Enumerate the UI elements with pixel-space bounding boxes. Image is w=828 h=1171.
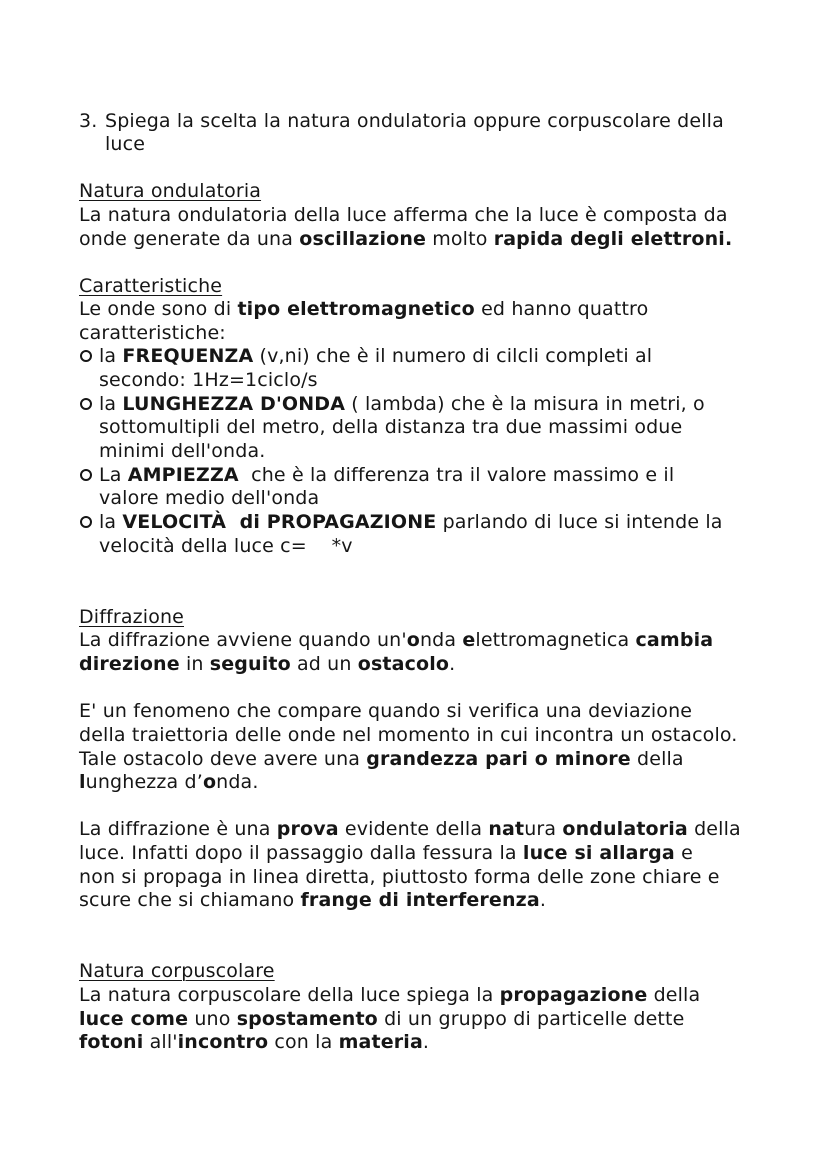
paragraph-line: non si propaga in linea diretta, piuttosto forma delle zone chiare e [79, 866, 720, 888]
paragraph-line: lunghezza d’onda. [79, 771, 259, 793]
list-item-continuation: minimi dell'onda. [99, 440, 266, 462]
paragraph-line: La natura ondulatoria della luce afferma che la luce è composta da [79, 204, 728, 226]
paragraph-line: scure che si chiamano frange di interferenza. [79, 889, 547, 911]
bullet-circle-icon [80, 469, 92, 481]
section-heading-natura-ondulatoria: Natura ondulatoria [79, 180, 262, 202]
list-item: la VELOCITÀ di PROPAGAZIONE parlando di luce si intende la [99, 511, 723, 533]
section-heading-caratteristiche: Caratteristiche [79, 275, 223, 297]
question-number: 3. [79, 110, 98, 132]
paragraph-line: luce come uno spostamento di un gruppo di particelle dette [79, 1008, 685, 1030]
list-item: la LUNGHEZZA D'ONDA ( lambda) che è la misura in metri, o [99, 393, 705, 415]
bullet-circle-icon [80, 516, 92, 528]
section-heading-diffrazione: Diffrazione [79, 606, 184, 628]
list-item: la FREQUENZA (v,ni) che è il numero di cilcli completi al [99, 345, 653, 367]
paragraph-line: E' un fenomeno che compare quando si verifica una deviazione [79, 700, 693, 722]
paragraph-line: fotoni all'incontro con la materia. [79, 1031, 430, 1053]
paragraph-line: luce. Infatti dopo il passaggio dalla fessura la luce si allarga e [79, 842, 693, 864]
question-text-line2: luce [105, 133, 146, 155]
question-text-line1: Spiega la scelta la natura ondulatoria oppure corpuscolare della [105, 110, 724, 132]
paragraph-line: direzione in seguito ad un ostacolo. [79, 653, 456, 675]
list-item: La AMPIEZZA che è la differenza tra il valore massimo e il [99, 464, 675, 486]
list-item-continuation: valore medio dell'onda [99, 487, 320, 509]
paragraph-line: caratteristiche: [79, 322, 226, 344]
list-item-continuation: sottomultipli del metro, della distanza tra due massimi odue [99, 416, 683, 438]
paragraph-line: della traiettoria delle onde nel momento in cui incontra un ostacolo. [79, 724, 738, 746]
paragraph-line: Tale ostacolo deve avere una grandezza pari o minore della [79, 748, 684, 770]
section-heading-natura-corpuscolare: Natura corpuscolare [79, 960, 275, 982]
bullet-circle-icon [80, 350, 92, 362]
paragraph-line: Le onde sono di tipo elettromagnetico ed hanno quattro [79, 298, 649, 320]
paragraph-line: La natura corpuscolare della luce spiega la propagazione della [79, 984, 701, 1006]
paragraph-line: La diffrazione è una prova evidente della natura ondulatoria della [79, 818, 741, 840]
paragraph-line: onde generate da una oscillazione molto rapida degli elettroni. [79, 228, 733, 250]
list-item-continuation: secondo: 1Hz=1ciclo/s [99, 369, 318, 391]
paragraph-line: La diffrazione avviene quando un'onda elettromagnetica cambia [79, 629, 714, 651]
list-item-continuation: velocità della luce c= *v [99, 535, 353, 557]
bullet-circle-icon [80, 398, 92, 410]
